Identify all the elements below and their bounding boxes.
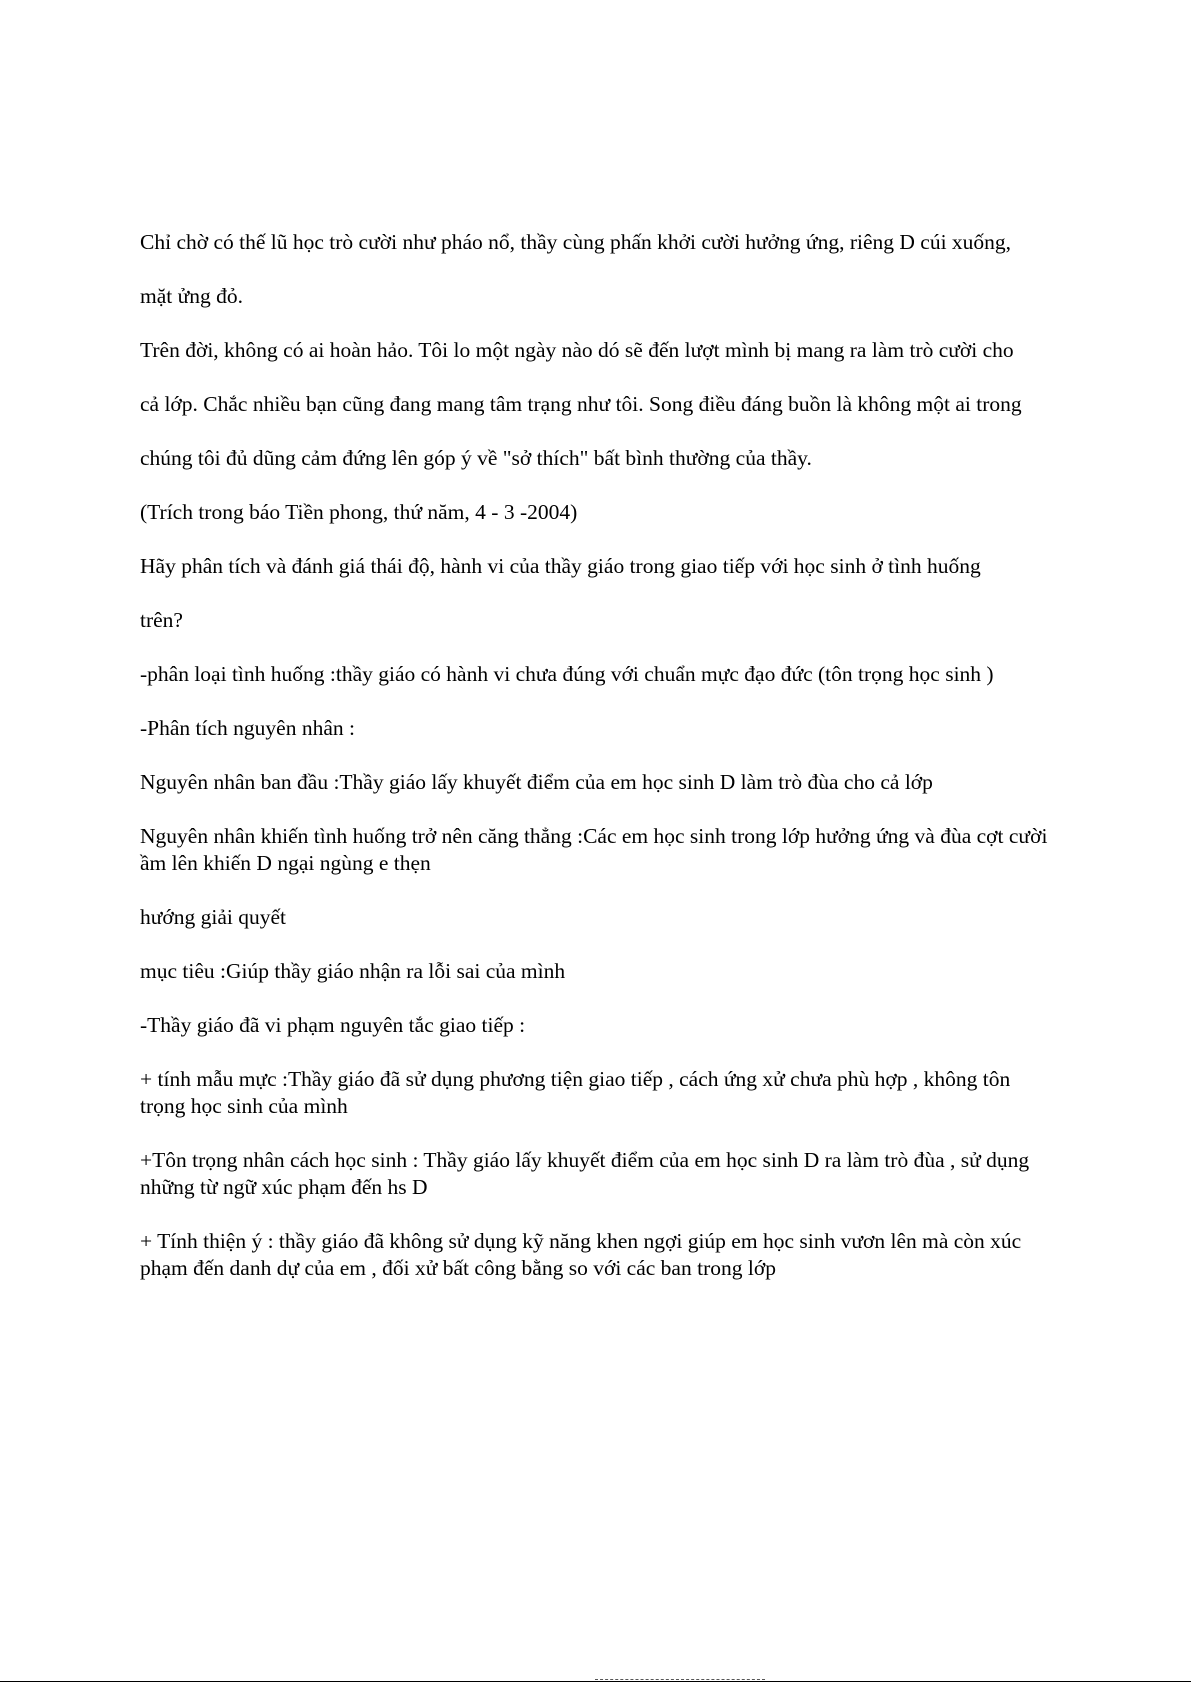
answer-heading-causes: -Phân tích nguyên nhân : (140, 716, 355, 740)
answer-goal: mục tiêu :Giúp thầy giáo nhận ra lỗi sai của mình (140, 959, 566, 983)
paragraph: Trên đời, không có ai hoàn hảo. Tôi lo một ngày nào dó sẽ đến lượt mình bị mang ra làm trò cười cho (140, 338, 1014, 362)
answer-principle-goodwill: + Tính thiện ý : thầy giáo đã không sử dụng kỹ năng khen ngợi giúp em học sinh vươn lên mà còn xúc phạm đến danh dự của em , đối xử bất công bằng so với các ban trong lớp (140, 1229, 1022, 1280)
answer-heading-principles: -Thầy giáo đã vi phạm nguyên tắc giao tiếp : (140, 1013, 526, 1037)
question: Hãy phân tích và đánh giá thái độ, hành vi của thầy giáo trong giao tiếp với học sinh ở tình huống (140, 554, 981, 578)
answer-heading-solution: hướng giải quyết (140, 905, 287, 929)
paragraph: chúng tôi đủ dũng cảm đứng lên góp ý về "sở thích" bất bình thường của thầy. (140, 446, 812, 470)
paragraph: Chỉ chờ có thế lũ học trò cười như pháo nổ, thầy cùng phấn khởi cười hưởng ứng, riêng D cúi xuống, (140, 230, 1012, 254)
answer-cause-initial: Nguyên nhân ban đầu :Thầy giáo lấy khuyết điểm của em học sinh D làm trò đùa cho cả lớp (140, 770, 933, 794)
paragraph: mặt ửng đỏ. (140, 284, 244, 308)
answer-cause-escalation: Nguyên nhân khiến tình huống trở nên căng thẳng :Các em học sinh trong lớp hưởng ứng và đùa cợt cười ầm lên khiến D ngại ngùng e thẹn (140, 824, 1048, 875)
answer-principle-respect: +Tôn trọng nhân cách học sinh : Thầy giáo lấy khuyết điểm của em học sinh D ra làm trò đùa , sử dụng những từ ngữ xúc phạm đến hs D (140, 1148, 1030, 1199)
citation: (Trích trong báo Tiền phong, thứ năm, 4 - 3 -2004) (140, 500, 578, 524)
answer-classification: -phân loại tình huống :thầy giáo có hành vi chưa đúng với chuẩn mực đạo đức (tôn trọng học sinh ) (140, 662, 994, 686)
question-continuation: trên? (140, 608, 183, 632)
paragraph: cả lớp. Chắc nhiều bạn cũng đang mang tâm trạng như tôi. Song điều đáng buồn là không một ai trong (140, 392, 1022, 416)
document-body (140, 229, 1060, 1309)
footer-divider (0, 1681, 1191, 1682)
answer-principle-exemplary: + tính mẫu mực :Thầy giáo đã sử dụng phương tiện giao tiếp , cách ứng xử chưa phù hợp , không tôn trọng học sinh của mình (140, 1067, 1011, 1118)
